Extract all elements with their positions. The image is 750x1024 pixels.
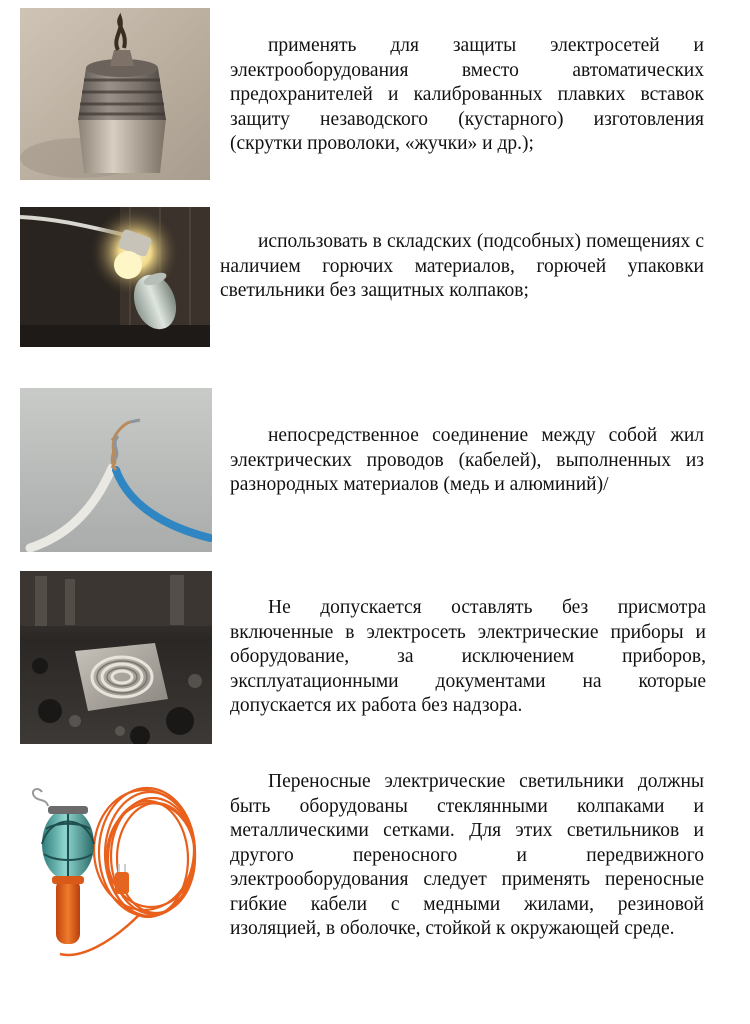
rule-item-5 (0, 770, 750, 970)
rule-item-3 (0, 380, 750, 560)
unprotected-lamp-photo (20, 207, 210, 347)
rule-text: использовать в складских (подсобных) помещениях с наличием горючих материалов, горючей упаковки светильники без защитных колпаков; (220, 231, 704, 301)
rule-item-4 (0, 568, 750, 748)
twisted-wires-photo (20, 388, 212, 552)
rule-text: применять для защиты электросетей и электрооборудования вместо автоматических предохранителей и калиброванных плавких вставок защиту незаводского (кустарного) изготовления (скрутки проволоки, «жучки» и др.); (230, 35, 704, 154)
burnt-stove-photo (20, 571, 212, 744)
rule-item-1 (0, 0, 750, 190)
rule-text: Не допускается оставлять без присмотра включенные в электросеть электрические приборы и оборудование, за исключением приборов, эксплуатационными документами на которые допускается их работа без надзора. (230, 597, 706, 716)
portable-lamp-photo (20, 784, 210, 964)
rule-text: непосредственное соединение между собой жил электрических проводов (кабелей), выполненных из разнородных материалов (медь и алюминий)/ (230, 425, 704, 495)
rule-item-2 (0, 200, 750, 360)
rule-text: Переносные электрические светильники должны быть оборудованы стеклянными колпаками и металлическими сетками. Для этих светильников и другого переносного и передвижного электрооборудования следует применять переносные гибкие кабели с медными жилами, резиновой изоляцией, в оболочке, стойкой к окружающей среде. (230, 771, 704, 939)
fuse-plug-photo (20, 8, 210, 180)
